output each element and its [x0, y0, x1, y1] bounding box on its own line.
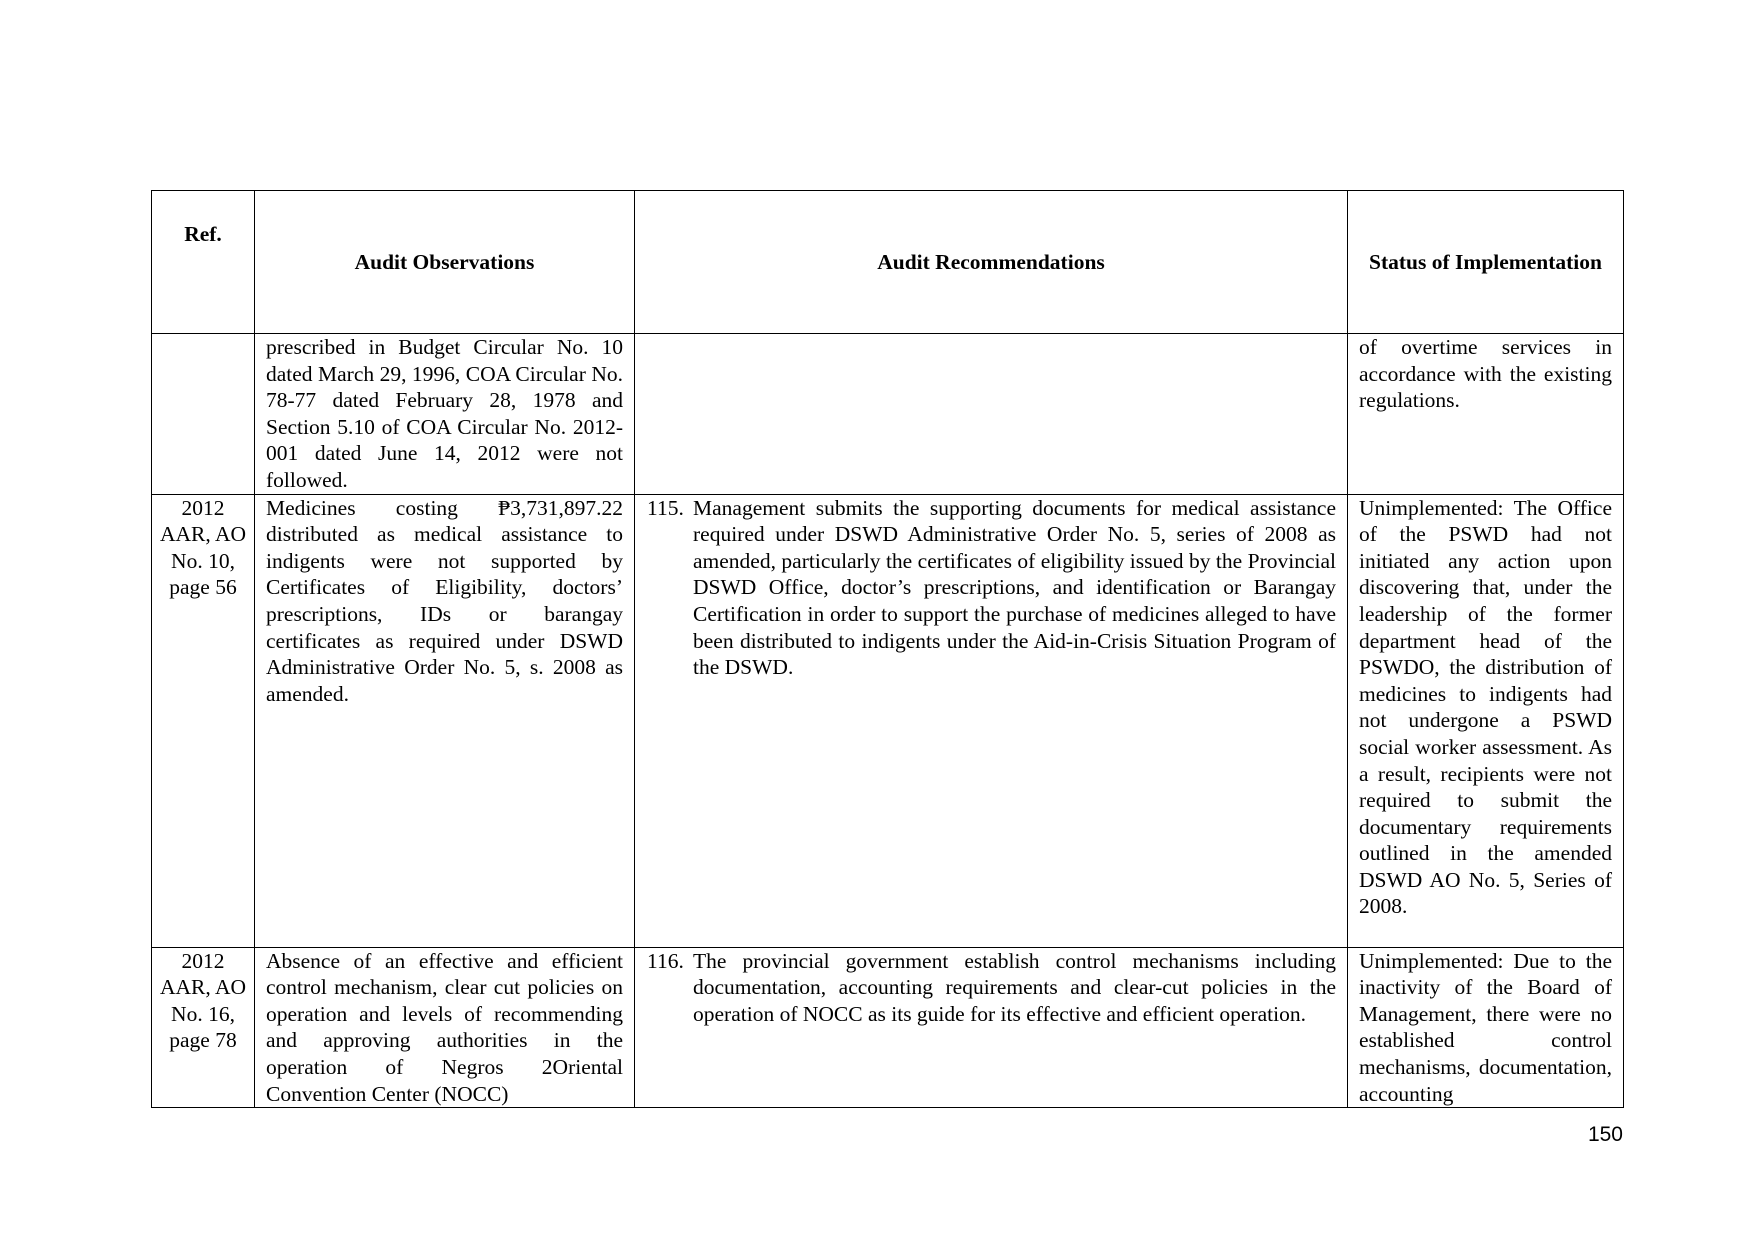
status-cell: Unimplemented: The Office of the PSWD had not initiated any action upon discovering that, under the leadership of the former department head of the PSWDO, the distribution of medicines to indigents had not undergone a PSWD social worker assessment. As a result, recipients were not required to submit the documentary requirements outlined in the amended DSWD AO No. 5, Series of 2008.: [1348, 494, 1624, 947]
ref-cell: [152, 334, 255, 495]
recommendation-item: [646, 495, 1336, 681]
table-header-row: [152, 191, 1624, 334]
ref-cell: 2012 AAR, AO No. 16, page 78: [152, 947, 255, 1108]
table-row: [152, 334, 1624, 495]
table-row: [152, 494, 1624, 947]
recommendation-item: [646, 948, 1336, 1028]
recommendation-number: 116.: [647, 948, 684, 973]
header-audit-observations: Audit Observations: [255, 191, 635, 334]
header-status-of-implementation: Status of Implementation: [1348, 191, 1624, 334]
observation-cell: prescribed in Budget Circular No. 10 dated March 29, 1996, COA Circular No. 78-77 dated February 28, 1978 and Section 5.10 of COA Circular No. 2012-001 dated June 14, 2012 were not followed.: [255, 334, 635, 495]
observation-cell: Medicines costing ₱3,731,897.22 distributed as medical assistance to indigents were not supported by Certificates of Eligibility, doctors’ prescriptions, IDs or barangay certificates as required under DSWD Administrative Order No. 5, s. 2008 as amended.: [255, 494, 635, 947]
recommendation-cell: [635, 494, 1348, 947]
status-cell: of overtime services in accordance with the existing regulations.: [1348, 334, 1624, 495]
header-audit-recommendations: Audit Recommendations: [635, 191, 1348, 334]
ref-cell: 2012 AAR, AO No. 10, page 56: [152, 494, 255, 947]
page-number: 150: [1587, 1123, 1623, 1146]
recommendation-cell: [635, 947, 1348, 1108]
table-row: [152, 947, 1624, 1108]
recommendation-cell: [635, 334, 1348, 495]
audit-table: [151, 190, 1624, 1108]
recommendation-text: The provincial government establish control mechanisms including documentation, accounting requirements and clear-cut policies in the operation of NOCC as its guide for its effective and efficient operation.: [693, 948, 1336, 1026]
recommendation-text: Management submits the supporting documents for medical assistance required under DSWD Administrative Order No. 5, series of 2008 as amended, particularly the certificates of eligibility issued by the Provincial DSWD Office, doctor’s prescriptions, and identification or Barangay Certification in order to support the purchase of medicines alleged to have been distributed to indigents under the Aid-in-Crisis Situation Program of the DSWD.: [693, 495, 1336, 680]
status-cell: Unimplemented: Due to the inactivity of the Board of Management, there were no established control mechanisms, documentation, accounting: [1348, 947, 1624, 1108]
recommendation-number: 115.: [647, 495, 684, 520]
header-ref: Ref.: [152, 191, 255, 334]
observation-cell: Absence of an effective and efficient control mechanism, clear cut policies on operation and levels of recommending and approving authorities in the operation of Negros 2Oriental Convention Center (NOCC): [255, 947, 635, 1108]
